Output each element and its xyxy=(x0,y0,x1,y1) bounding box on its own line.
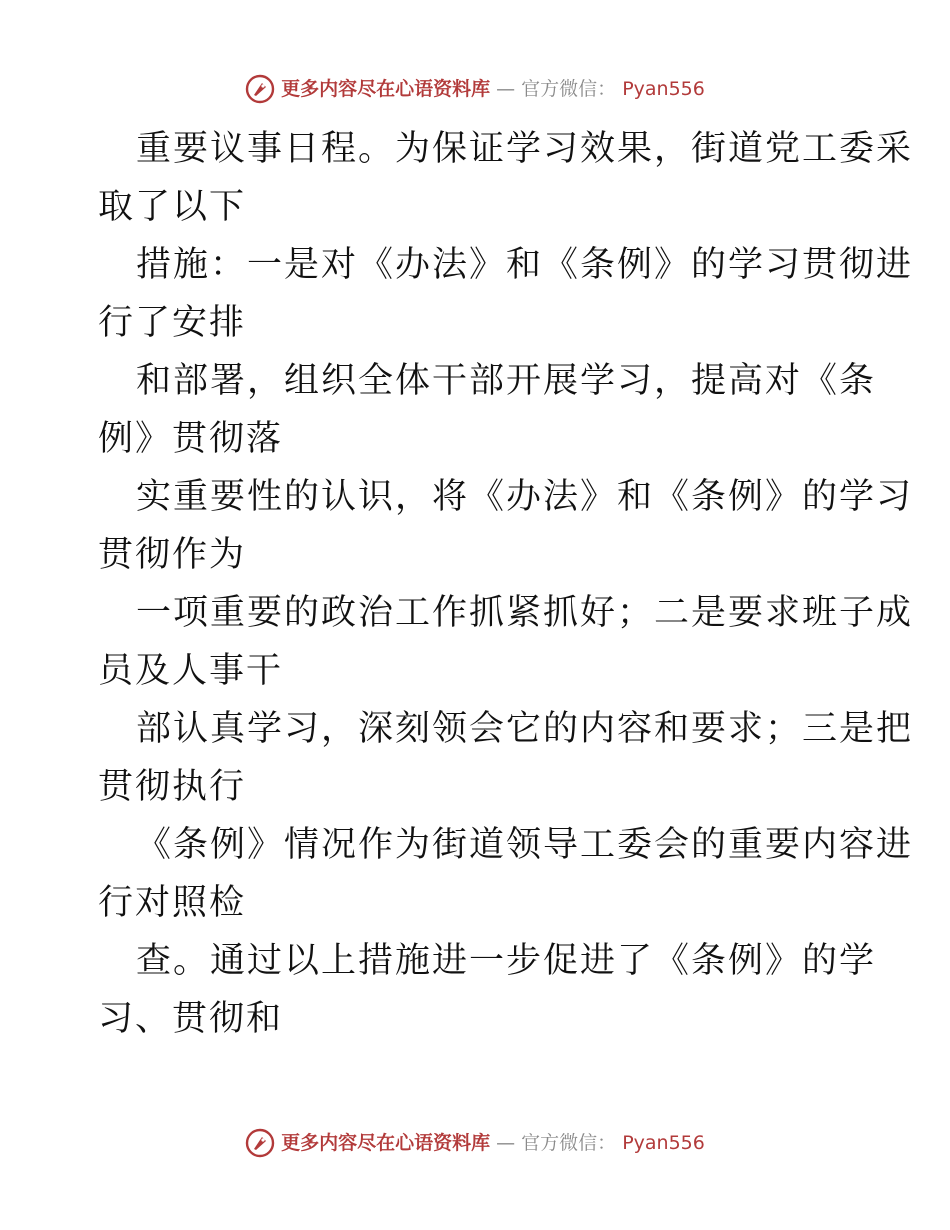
text-line: 行对照检 xyxy=(98,883,247,923)
text-line: 措施：一是对《办法》和《条例》的学习贯彻进 xyxy=(136,245,914,285)
text-line: 取了以下 xyxy=(98,187,247,227)
footer-label: 官方微信： xyxy=(521,1132,617,1154)
text-line: 查。通过以上措施进一步促进了《条例》的学 xyxy=(136,941,877,981)
text-line: 员及人事干 xyxy=(98,651,284,691)
text-line: 《条例》情况作为街道领导工委会的重要内容进 xyxy=(136,825,914,865)
text-line: 贯彻作为 xyxy=(98,535,247,575)
pen-nib-logo-icon xyxy=(245,1128,275,1158)
text-line: 习、贯彻和 xyxy=(98,999,284,1039)
pen-nib-logo-icon xyxy=(245,74,275,104)
footer-wechat-handle: Pyan556 xyxy=(622,1132,705,1154)
header-label: 官方微信： xyxy=(521,78,617,100)
text-line: 部认真学习，深刻领会它的内容和要求；三是把 xyxy=(136,709,914,749)
text-line: 贯彻执行 xyxy=(98,767,247,807)
body-text xyxy=(98,120,914,1048)
text-line: 例》贯彻落 xyxy=(98,419,284,459)
text-line: 重要议事日程。为保证学习效果，街道党工委采 xyxy=(136,129,914,169)
header-watermark xyxy=(0,74,950,104)
footer-watermark xyxy=(0,1128,950,1158)
header-brand-text: 更多内容尽在心语资料库 xyxy=(281,78,491,100)
text-line: 一项重要的政治工作抓紧抓好；二是要求班子成 xyxy=(136,593,914,633)
text-line: 行了安排 xyxy=(98,303,247,343)
header-wechat-handle: Pyan556 xyxy=(622,78,705,100)
text-line: 实重要性的认识，将《办法》和《条例》的学习 xyxy=(136,477,914,517)
footer-brand-text: 更多内容尽在心语资料库 xyxy=(281,1132,491,1154)
header-separator: — xyxy=(496,78,516,100)
footer-separator: — xyxy=(496,1132,516,1154)
text-line: 和部署，组织全体干部开展学习，提高对《条 xyxy=(136,361,877,401)
